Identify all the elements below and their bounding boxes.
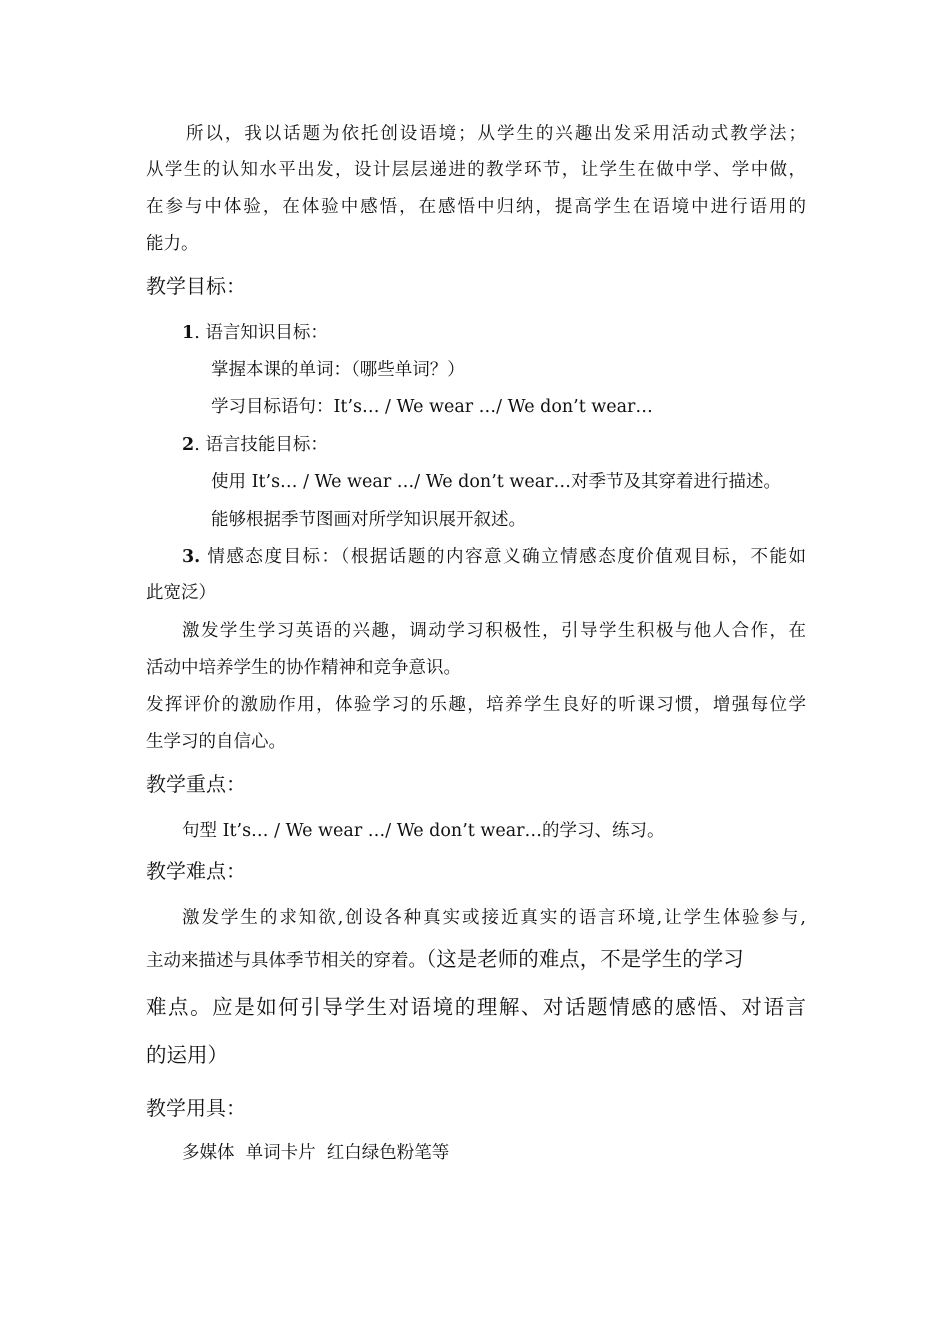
objective-2-label: . 语言技能目标： (194, 435, 328, 455)
tools-heading: 教学用具： (146, 1096, 246, 1120)
objective-1-line-2: 学习目标语句：It’s… / We wear …/ We don’t wear… (211, 397, 653, 417)
objectives-para-2-line-2: 生学习的自信心。 (146, 732, 286, 752)
difficulties-comment-line-2: 难点。应是如何引导学生对语境的理解、对话题情感的感悟、对语言 (146, 995, 806, 1019)
objective-1-line-1: 掌握本课的单词：（哪些单词？） (211, 360, 465, 380)
tools-text: 多媒体 单词卡片 红白绿色粉笔等 (182, 1143, 450, 1163)
difficulties-line-2 (146, 948, 744, 972)
objective-3-continuation: 此宽泛） (146, 583, 216, 603)
objective-1-number: 1 (182, 323, 195, 343)
difficulties-comment: （这是老师的难点，不是学生的学习 (426, 947, 744, 971)
objectives-para-1-line-2: 活动中培养学生的协作精神和竞争意识。 (146, 658, 461, 678)
objectives-heading: 教学目标： (146, 274, 246, 298)
key-points-heading: 教学重点： (146, 772, 246, 796)
intro-line-4: 能力。 (146, 234, 199, 254)
objective-1-title (182, 322, 328, 344)
objective-3-title (182, 546, 806, 568)
objective-1-label: . 语言知识目标： (194, 323, 328, 343)
objectives-para-1-line-1: 激发学生学习英语的兴趣，调动学习积极性，引导学生积极与他人合作，在 (182, 621, 806, 641)
objective-2-number: 2 (182, 435, 195, 455)
difficulties-comment-line-3: 的运用） (146, 1043, 228, 1067)
difficulties-line-1: 激发学生的求知欲,创设各种真实或接近真实的语言环境,让学生体验参与, (182, 908, 806, 928)
objective-2-line-1: 使用 It’s… / We wear …/ We don’t wear…对季节及其穿着进行描述。 (211, 472, 781, 492)
difficulties-heading: 教学难点： (146, 859, 246, 883)
intro-line-3: 在参与中体验，在体验中感悟，在感悟中归纳，提高学生在语境中进行语用的 (146, 197, 806, 217)
intro-line-1: 所以，我以话题为依托创设语境；从学生的兴趣出发采用活动式教学法； (186, 124, 806, 144)
intro-line-2: 从学生的认知水平出发，设计层层递进的教学环节，让学生在做中学、学中做， (146, 160, 806, 180)
key-points-text: 句型 It’s… / We wear …/ We don’t wear…的学习、练习。 (182, 821, 665, 841)
objective-2-line-2: 能够根据季节图画对所学知识展开叙述。 (211, 510, 526, 530)
objectives-para-2-line-1: 发挥评价的激励作用，体验学习的乐趣，培养学生良好的听课习惯，增强每位学 (146, 695, 806, 715)
objective-3-label: 情感态度目标：（根据话题的内容意义确立情感态度价值观目标，不能如 (200, 547, 806, 567)
objective-3-number: 3. (182, 547, 201, 567)
difficulties-text: 主动来描述与具体季节相关的穿着。 (146, 951, 426, 971)
objective-2-title (182, 434, 328, 456)
